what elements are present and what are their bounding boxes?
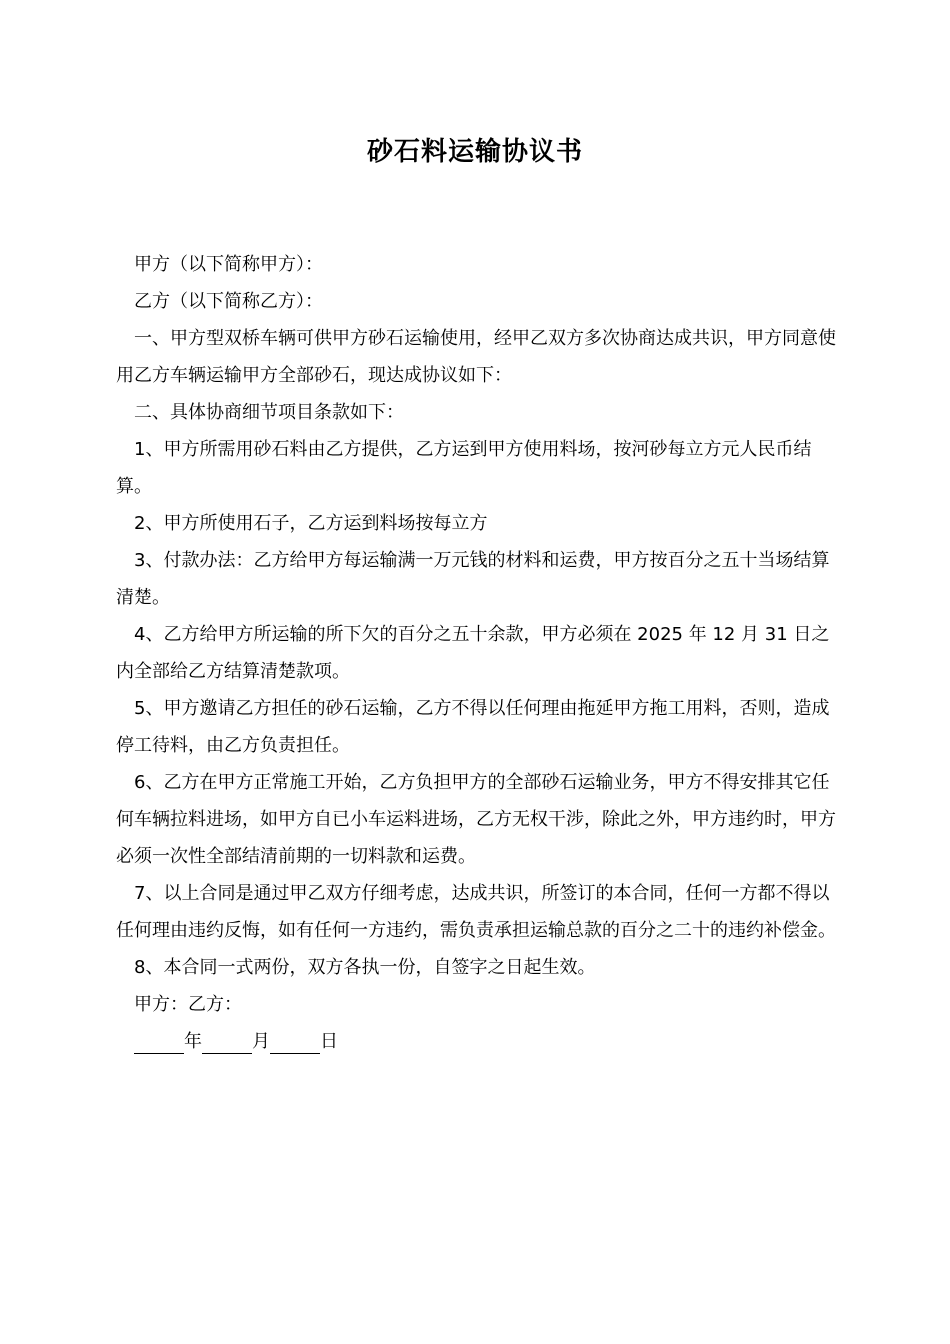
- party-a-line: 甲方（以下简称甲方）：: [134, 254, 323, 275]
- clause-5: 5、甲方邀请乙方担任的砂石运输，乙方不得以任何理由拖延甲方拖工用料，否则，造成停工待料，由乙方负责担任。: [116, 698, 830, 756]
- clause-3: 3、付款办法：乙方给甲方每运输满一万元钱的材料和运费，甲方按百分之五十当场结算清楚。: [116, 550, 830, 608]
- year-label: 年: [184, 1031, 202, 1052]
- document-body: [116, 246, 840, 1060]
- date-line: [116, 1023, 840, 1060]
- party-b-line: 乙方（以下简称乙方）：: [134, 291, 323, 312]
- clause-7: 7、以上合同是通过甲乙双方仔细考虑，达成共识，所签订的本合同，任何一方都不得以任何理由违约反悔，如有任何一方违约，需负责承担运输总款的百分之二十的违约补偿金。: [116, 883, 836, 941]
- clause-8: 8、本合同一式两份，双方各执一份，自签字之日起生效。: [134, 957, 596, 978]
- day-label: 日: [320, 1031, 338, 1052]
- month-label: 月: [252, 1031, 270, 1052]
- clause-2: 2、甲方所使用石子，乙方运到料场按每立方: [134, 513, 488, 534]
- clause-1: 1、甲方所需用砂石料由乙方提供，乙方运到甲方使用料场，按河砂每立方元人民币结算。: [116, 439, 812, 497]
- clause-6: 6、乙方在甲方正常施工开始，乙方负担甲方的全部砂石运输业务，甲方不得安排其它任何车辆拉料进场，如甲方自已小车运料进场，乙方无权干涉，除此之外，甲方违约时，甲方必须一次性全部结清前期的一切料款和运费。: [116, 772, 836, 867]
- clause-4: 4、乙方给甲方所运输的所下欠的百分之五十余款，甲方必须在 2025 年 12 月 31 日之内全部给乙方结算清楚款项。: [116, 624, 830, 682]
- signature-line: 甲方：乙方：: [134, 994, 242, 1015]
- section-one: 一、甲方型双桥车辆可供甲方砂石运输使用，经甲乙双方多次协商达成共识，甲方同意使用乙方车辆运输甲方全部砂石，现达成协议如下：: [116, 328, 836, 386]
- month-blank: [202, 1031, 252, 1054]
- section-two: 二、具体协商细节项目条款如下：: [134, 402, 404, 423]
- year-blank: [134, 1031, 184, 1054]
- day-blank: [270, 1031, 320, 1054]
- document-title: 砂石料运输协议书: [366, 137, 583, 167]
